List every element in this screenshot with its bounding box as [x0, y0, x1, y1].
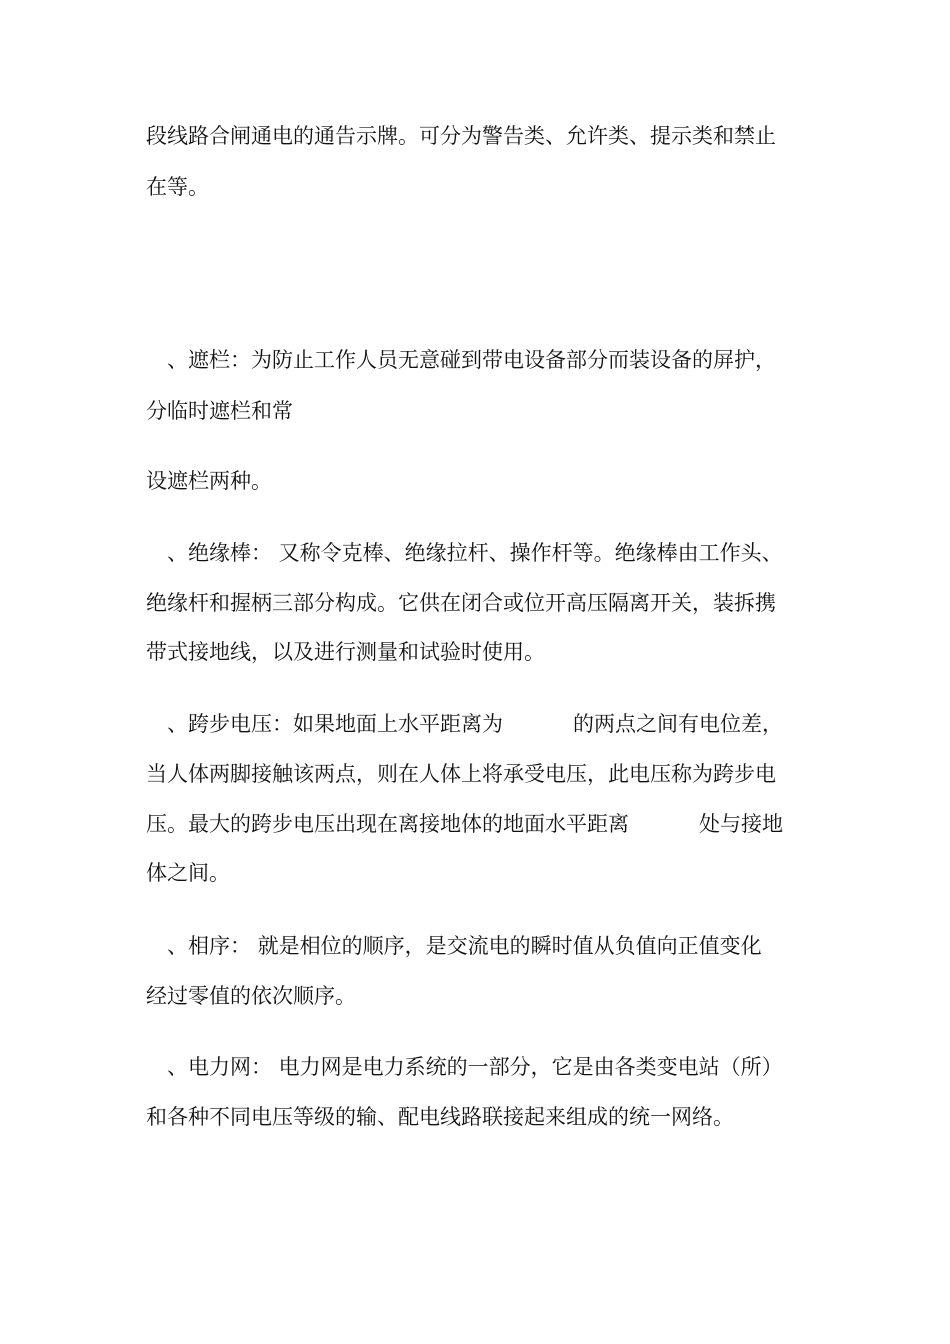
text-line	[167, 710, 783, 738]
text-line: 、相序： 就是相位的顺序，是交流电的瞬时值从负值向正值变化	[167, 934, 762, 958]
text-line: 分临时遮栏和常	[146, 399, 293, 423]
text-segment: 、跨步电压：如果地面上水平距离为	[167, 712, 503, 736]
text-line	[146, 810, 783, 838]
text-line: 在等。	[146, 175, 209, 199]
text-line: 和各种不同电压等级的输、配电线路联接起来组成的统一网络。	[146, 1105, 734, 1129]
text-line: 、绝缘棒： 又称令克棒、绝缘拉杆、操作杆等。绝缘棒由工作头、	[167, 541, 783, 565]
text-line: 当人体两脚接触该两点，则在人体上将承受电压，此电压称为跨步电	[146, 762, 776, 786]
text-line: 体之间。	[146, 861, 230, 885]
text-line: 设遮栏两种。	[146, 469, 272, 493]
text-line: 带式接地线，以及进行测量和试验时使用。	[146, 640, 545, 664]
text-line: 段线路合闸通电的通告示牌。可分为警告类、允许类、提示类和禁止	[146, 124, 776, 148]
text-line: 、电力网： 电力网是电力系统的一部分，它是由各类变电站（所）	[167, 1055, 783, 1079]
text-segment: 压。最大的跨步电压出现在离接地体的地面水平距离	[146, 812, 629, 836]
text-segment: 的两点之间有电位差，	[573, 712, 783, 736]
text-line: 、遮栏：为防止工作人员无意碰到带电设备部分而装设备的屏护，	[167, 348, 776, 372]
text-line: 绝缘杆和握柄三部分构成。它供在闭合或位开高压隔离开关，装拆携	[146, 591, 776, 615]
text-line: 经过零值的依次顺序。	[146, 984, 356, 1008]
text-segment: 处与接地	[699, 812, 783, 836]
